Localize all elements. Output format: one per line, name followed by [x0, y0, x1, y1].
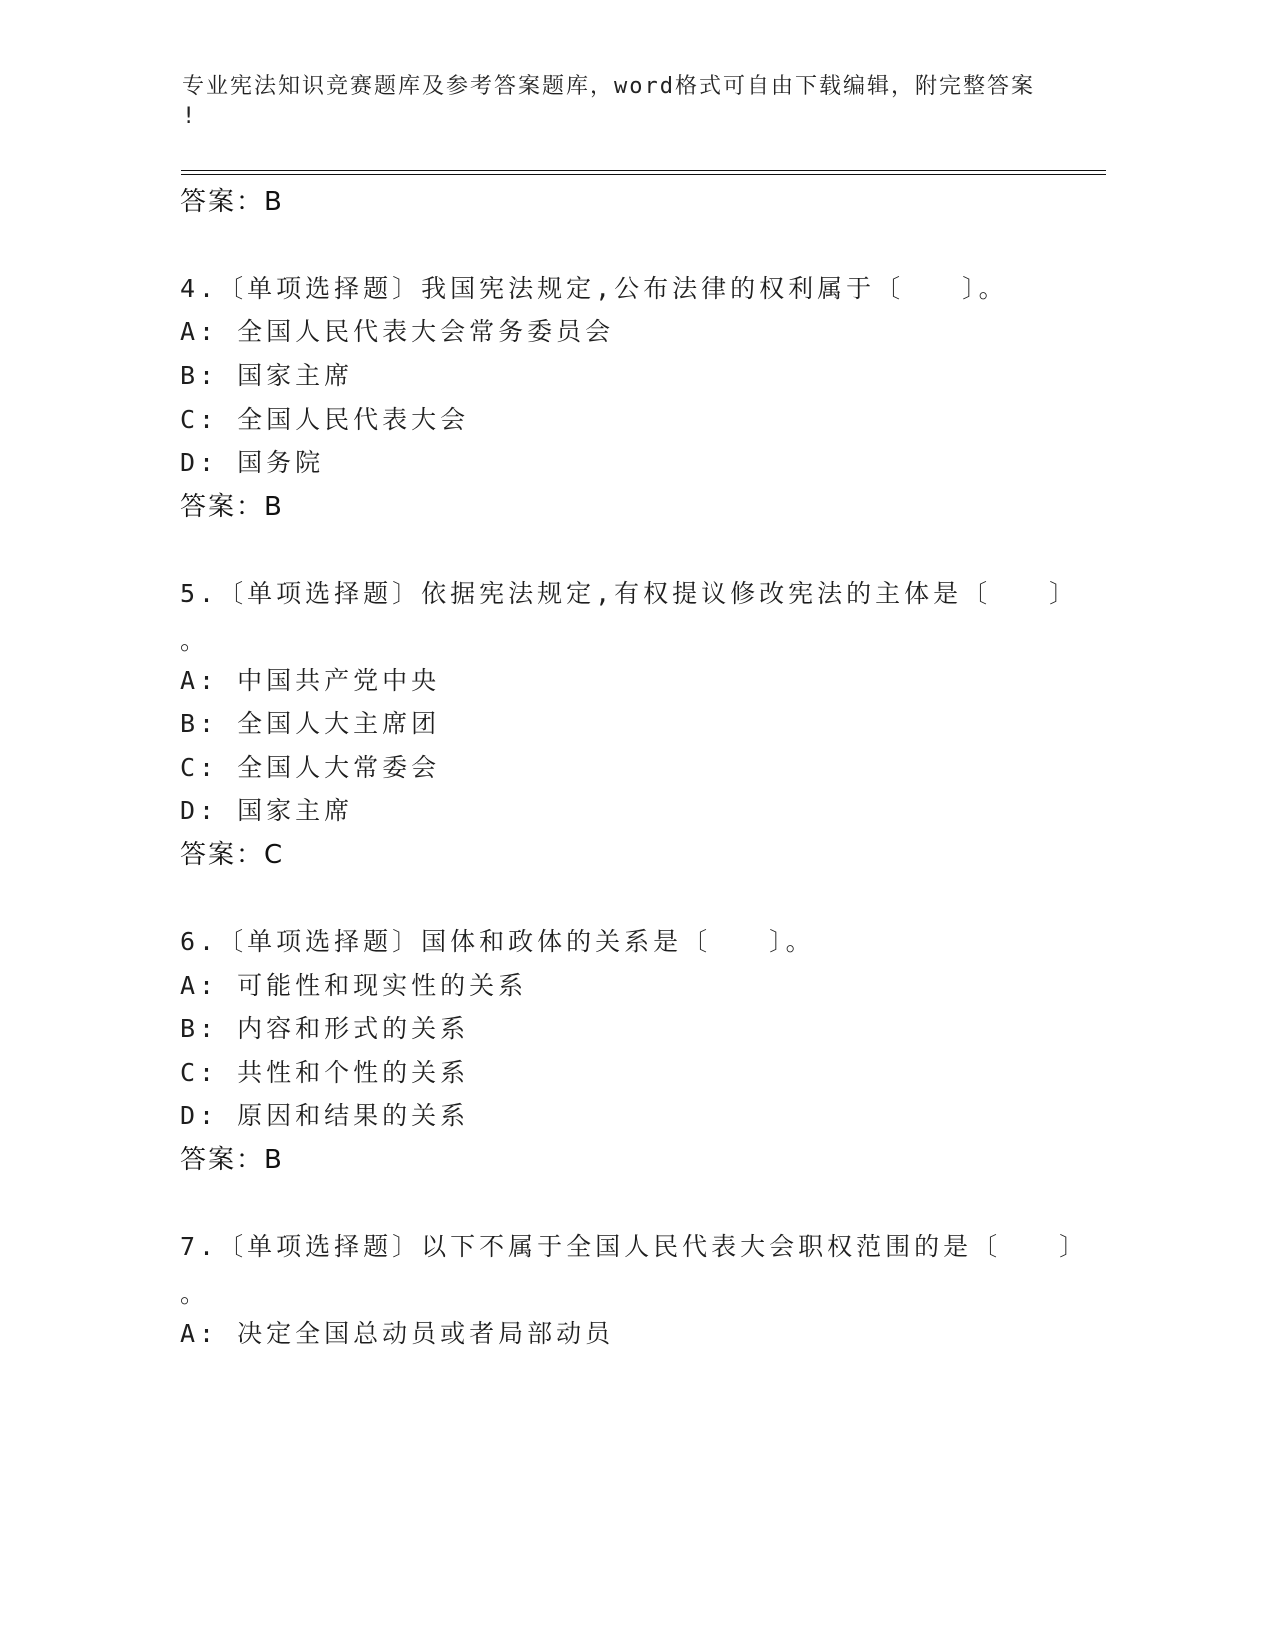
option-text: 国家主席	[237, 361, 354, 390]
question-4-option-d	[180, 447, 324, 479]
answer-q3: 答案：B	[180, 187, 284, 217]
option-letter: A:	[180, 666, 219, 695]
question-4-stem: 4.〔单项选择题〕我国宪法规定,公布法律的权利属于〔 〕。	[180, 274, 1008, 303]
option-letter: D:	[180, 796, 219, 825]
question-6-option-a	[180, 970, 527, 1002]
question-5-option-c	[180, 752, 440, 784]
question-4-option-c	[180, 404, 469, 436]
question-7-stem-continuation: 。	[180, 1279, 210, 1308]
question-5-option-b	[180, 708, 440, 740]
question-6-option-c	[180, 1057, 469, 1089]
option-text: 内容和形式的关系	[237, 1014, 470, 1043]
option-text: 全国人民代表大会常务委员会	[237, 317, 615, 346]
option-letter: D:	[180, 1101, 219, 1130]
option-letter: C:	[180, 405, 219, 434]
header-rule-bottom	[181, 174, 1106, 175]
question-6-option-b	[180, 1013, 469, 1045]
question-4-option-b	[180, 360, 353, 392]
option-text: 原因和结果的关系	[237, 1101, 470, 1130]
question-7-stem: 7.〔单项选择题〕以下不属于全国人民代表大会职权范围的是〔 〕	[180, 1232, 1089, 1261]
option-text: 国家主席	[237, 796, 354, 825]
question-6-option-d	[180, 1100, 469, 1132]
option-text: 中国共产党中央	[237, 666, 441, 695]
option-letter: C:	[180, 1058, 219, 1087]
option-text: 决定全国总动员或者局部动员	[237, 1319, 615, 1348]
question-5-stem-continuation: 。	[180, 626, 210, 655]
answer-q4: 答案：B	[180, 492, 284, 522]
answer-q5: 答案：C	[180, 840, 285, 870]
answer-q6: 答案：B	[180, 1145, 284, 1175]
question-5-option-a	[180, 665, 440, 697]
option-letter: D:	[180, 448, 219, 477]
option-text: 可能性和现实性的关系	[237, 971, 528, 1000]
document-header	[182, 72, 1062, 132]
question-5-option-d	[180, 795, 353, 827]
option-letter: B:	[180, 361, 219, 390]
header-title-continuation: !	[182, 104, 198, 129]
option-letter: A:	[180, 317, 219, 346]
question-5-stem: 5.〔单项选择题〕依据宪法规定,有权提议修改宪法的主体是〔 〕	[180, 579, 1079, 608]
question-4-option-a	[180, 316, 614, 348]
header-title: 专业宪法知识竞赛题库及参考答案题库，word格式可自由下载编辑，附完整答案	[182, 74, 1035, 99]
question-7-option-a	[180, 1318, 614, 1350]
option-text: 全国人民代表大会	[237, 405, 470, 434]
option-letter: B:	[180, 1014, 219, 1043]
option-text: 共性和个性的关系	[237, 1058, 470, 1087]
option-text: 全国人大常委会	[237, 753, 441, 782]
option-letter: A:	[180, 971, 219, 1000]
option-text: 国务院	[237, 448, 325, 477]
question-6-stem: 6.〔单项选择题〕国体和政体的关系是〔 〕。	[180, 927, 815, 956]
option-letter: A:	[180, 1319, 219, 1348]
option-text: 全国人大主席团	[237, 709, 441, 738]
option-letter: C:	[180, 753, 219, 782]
header-rule-top	[181, 170, 1106, 171]
option-letter: B:	[180, 709, 219, 738]
